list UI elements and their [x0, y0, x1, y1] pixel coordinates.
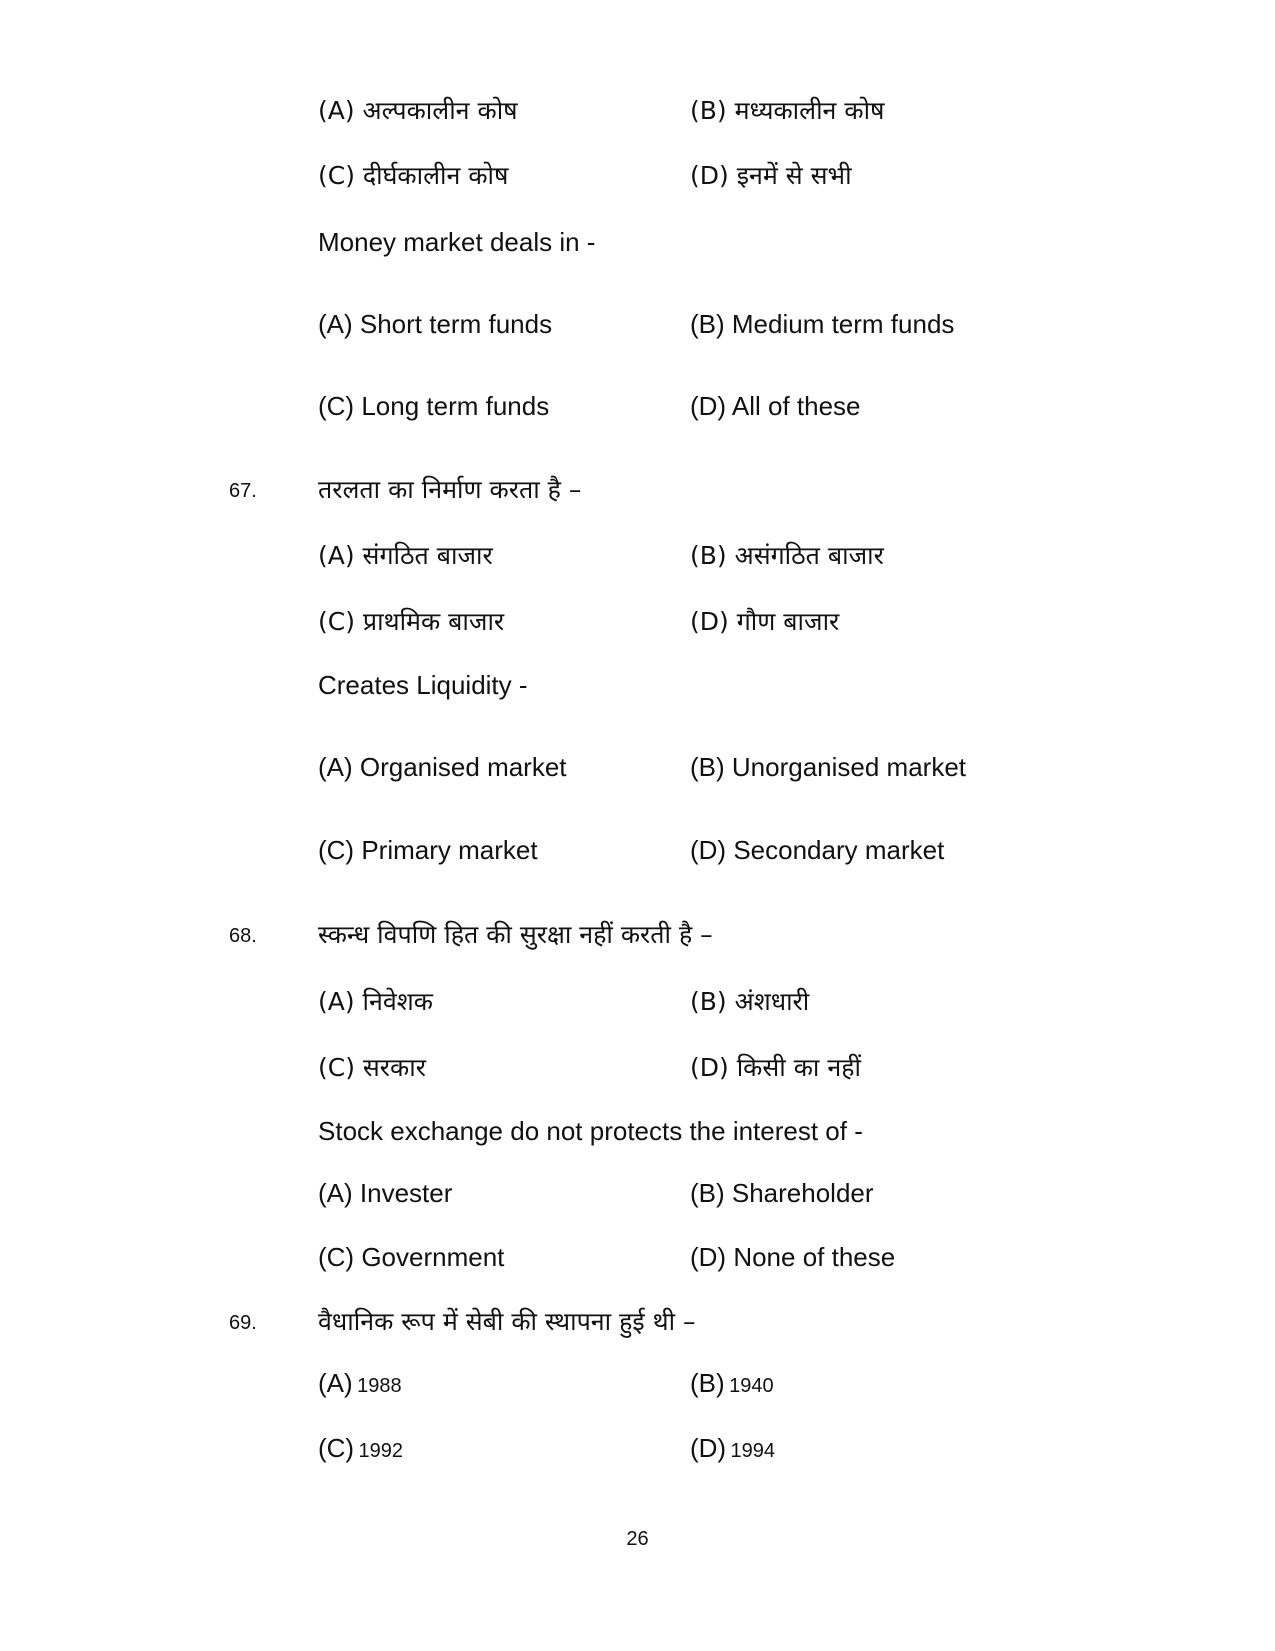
q69-option-c-value: 1992: [358, 1440, 404, 1462]
q69-option-d-letter: (D): [690, 1433, 727, 1463]
q69-option-a: [318, 1368, 402, 1399]
q67-en-option-c: (C) Primary market: [318, 835, 538, 865]
q68-en-option-b: (B) Shareholder: [690, 1178, 874, 1208]
q68-hi-option-a: (A) निवेशक: [318, 987, 434, 1016]
q67-hi-question: तरलता का निर्माण करता है –: [318, 475, 582, 504]
q66-en-question: Money market deals in -: [318, 227, 596, 257]
q68-en-option-c: (C) Government: [318, 1242, 505, 1272]
q66-en-option-a: (A) Short term funds: [318, 309, 553, 339]
q69-option-a-value: 1988: [357, 1375, 402, 1397]
q69-hi-question: वैधानिक रूप में सेबी की स्थापना हुई थी –: [318, 1307, 696, 1336]
q69-option-d-value: 1994: [730, 1440, 776, 1462]
q66-en-option-d: (D) All of these: [690, 391, 861, 421]
q67-number: 67.: [229, 480, 257, 502]
q69-number: 69.: [229, 1312, 257, 1334]
q68-hi-option-d: (D) किसी का नहीं: [690, 1053, 861, 1082]
q69-option-b-value: 1940: [729, 1375, 774, 1397]
q68-hi-option-b: (B) अंशधारी: [690, 987, 810, 1016]
q69-option-c: [318, 1433, 403, 1464]
q67-hi-option-b: (B) असंगठित बाजार: [690, 541, 884, 570]
q68-hi-option-c: (C) सरकार: [318, 1053, 426, 1082]
q67-hi-option-d: (D) गौण बाजार: [690, 607, 840, 636]
q67-hi-option-a: (A) संगठित बाजार: [318, 541, 493, 570]
q68-en-option-a: (A) Invester: [318, 1178, 453, 1208]
q66-en-option-c: (C) Long term funds: [318, 391, 550, 421]
q67-en-option-b: (B) Unorganised market: [690, 752, 966, 782]
q68-en-option-d: (D) None of these: [690, 1242, 896, 1272]
page-number: 26: [626, 1528, 649, 1550]
q66-en-option-b: (B) Medium term funds: [690, 309, 955, 339]
q68-number: 68.: [229, 925, 257, 947]
q66-hi-option-b: (B) मध्यकालीन कोष: [690, 96, 885, 125]
q66-hi-option-d: (D) इनमें से सभी: [690, 161, 852, 190]
q67-hi-option-c: (C) प्राथमिक बाजार: [318, 607, 505, 636]
q69-option-c-letter: (C): [318, 1433, 355, 1463]
q69-option-a-letter: (A): [318, 1368, 353, 1398]
q68-hi-question: स्कन्ध विपणि हित की सुरक्षा नहीं करती है –: [318, 920, 713, 949]
q67-en-option-d: (D) Secondary market: [690, 835, 945, 865]
q69-option-b: [690, 1368, 774, 1399]
q69-option-d: [690, 1433, 775, 1464]
q67-en-option-a: (A) Organised market: [318, 752, 567, 782]
q69-option-b-letter: (B): [690, 1368, 725, 1398]
q66-hi-option-a: (A) अल्पकालीन कोष: [318, 96, 518, 125]
q66-hi-option-c: (C) दीर्घकालीन कोष: [318, 161, 509, 190]
q68-en-question: Stock exchange do not protects the interest of -: [318, 1116, 863, 1146]
q67-en-question: Creates Liquidity -: [318, 670, 528, 700]
